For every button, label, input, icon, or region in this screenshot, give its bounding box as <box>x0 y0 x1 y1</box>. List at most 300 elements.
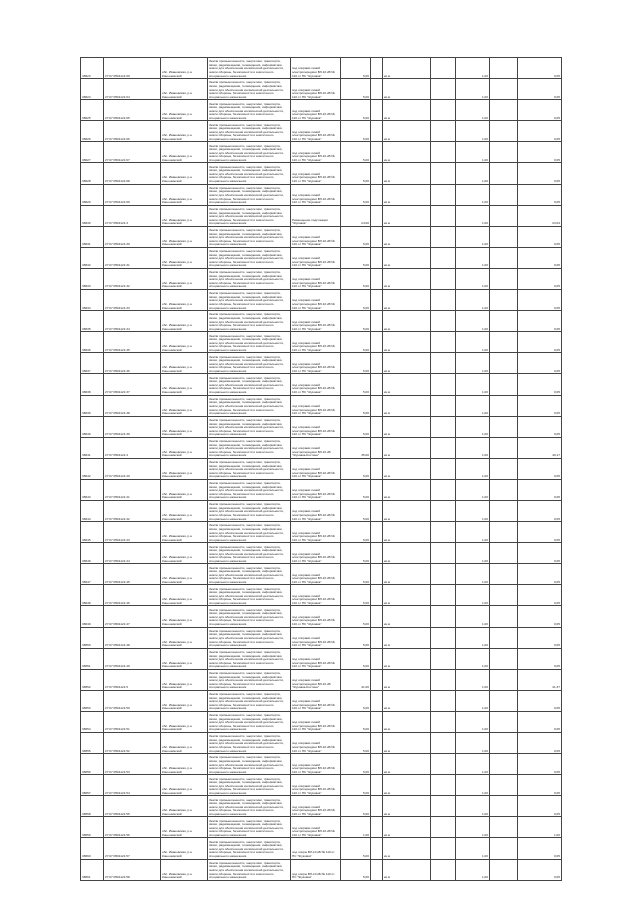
record-id-cell: 38624 <box>81 79 104 100</box>
area-cell: 5,00 <box>341 416 371 437</box>
record-id-cell: 38628 <box>81 163 104 184</box>
unit-cell: кв.м <box>383 500 431 521</box>
empty-cell <box>371 142 383 163</box>
record-id-cell: 38653 <box>81 690 104 711</box>
land-category-cell: Земли промышленности, энергетики, транспорта, связи, радиовещания, телевидения, информатики, земли для обеспечения космической деятельности, земли обороны, безопасности и земли иного специального назначения <box>208 247 291 268</box>
empty-cell <box>431 205 456 226</box>
area-cell: 5,00 <box>341 838 371 859</box>
empty-cell <box>431 627 456 648</box>
empty-cell <box>431 754 456 775</box>
permitted-use-cell: под опорами линий электропередачи ВЛ-10 кВ № 110 от ПС "Жуковка" <box>291 648 341 669</box>
area-cell: 5,00 <box>341 374 371 395</box>
cadastral-number-cell: 27:07:0501121:35 <box>104 332 161 353</box>
area-cell: 5,00 <box>341 163 371 184</box>
cadastral-number-cell: 27:07:0501121:51 <box>104 711 161 732</box>
unit-cell: кв.м <box>383 395 431 416</box>
area-cell: 5,00 <box>341 859 371 880</box>
land-plot-table <box>80 57 562 881</box>
empty-cell <box>431 690 456 711</box>
empty-cell <box>371 522 383 543</box>
record-id-cell: 38645 <box>81 522 104 543</box>
record-id-cell: 38657 <box>81 775 104 796</box>
unit-cell: кв.м <box>383 226 431 247</box>
empty-cell <box>490 543 518 564</box>
area-cell: 5,00 <box>341 226 371 247</box>
table-body <box>81 58 562 881</box>
table-row <box>81 627 562 648</box>
land-category-cell: Земли промышленности, энергетики, транспорта, связи, радиовещания, телевидения, информатики, земли для обеспечения космической деятельности, земли обороны, безопасности и земли иного специального назначения <box>208 226 291 247</box>
empty-cell <box>490 606 518 627</box>
area-cell: 5,00 <box>341 585 371 606</box>
record-id-cell: 38632 <box>81 247 104 268</box>
unit-cell: кв.м <box>383 522 431 543</box>
area-cell: 5,00 <box>341 290 371 311</box>
land-category-cell: Земли промышленности, энергетики, транспорта, связи, радиовещания, телевидения, информатики, земли для обеспечения космической деятельности, земли обороны, безопасности и земли иного специального назначения <box>208 416 291 437</box>
cadastral-number-cell: 27:07:0501121:46 <box>104 585 161 606</box>
permitted-use-cell: под опорами линий электропередачи ВЛ-10 кВ № 110 от ПС "Жуковка" <box>291 121 341 142</box>
cadastral-number-cell: 27:07:0501121:5 <box>104 669 161 690</box>
permitted-use-cell: под опорами линий электропередачи ВЛ-10 кВ № 110 от ПС "Жуковка" <box>291 585 341 606</box>
record-id-cell: 38646 <box>81 543 104 564</box>
unit-cell: кв.м <box>383 290 431 311</box>
land-category-cell: Земли промышленности, энергетики, транспорта, связи, радиовещания, телевидения, информатики, земли для обеспечения космической деятельности, земли обороны, безопасности и земли иного специального назначения <box>208 163 291 184</box>
cadastral-number-cell: 27:07:0501121:69 <box>104 58 161 79</box>
empty-cell <box>371 226 383 247</box>
record-id-cell: 38640 <box>81 416 104 437</box>
address-cell: обл. Ивановская, р-н Кинешемский <box>161 838 208 859</box>
empty-cell <box>431 100 456 121</box>
tax-amount-cell: 0,05 <box>518 290 562 311</box>
empty-cell <box>490 733 518 754</box>
coefficient-cell: 1,00 <box>456 648 490 669</box>
permitted-use-cell: под опорами линий электропередачи ВЛ-10 кВ № 110 от ПС "Жуковка" <box>291 543 341 564</box>
coefficient-cell: 1,00 <box>456 775 490 796</box>
area-cell: 24,00 <box>341 205 371 226</box>
coefficient-cell: 1,00 <box>456 226 490 247</box>
unit-cell: кв.м <box>383 163 431 184</box>
coefficient-cell: 1,00 <box>456 353 490 374</box>
address-cell: обл. Ивановская, р-н Кинешемский <box>161 564 208 585</box>
land-category-cell: Земли промышленности, энергетики, транспорта, связи, радиовещания, телевидения, информатики, земли для обеспечения космической деятельности, земли обороны, безопасности и земли иного специального назначения <box>208 437 291 458</box>
address-cell: обл. Ивановская, р-н Кинешемский <box>161 711 208 732</box>
unit-cell: кв.м <box>383 353 431 374</box>
land-category-cell: Земли промышленности, энергетики, транспорта, связи, радиовещания, телевидения, информатики, земли для обеспечения космической деятельности, земли обороны, безопасности и земли иного специального назначения <box>208 79 291 100</box>
record-id-cell: 38648 <box>81 585 104 606</box>
table-row <box>81 543 562 564</box>
address-cell: обл. Ивановская, р-н Кинешемский <box>161 353 208 374</box>
empty-cell <box>431 796 456 817</box>
coefficient-cell: 1,00 <box>456 817 490 838</box>
record-id-cell: 38652 <box>81 669 104 690</box>
empty-cell <box>490 79 518 100</box>
empty-cell <box>490 100 518 121</box>
empty-cell <box>431 353 456 374</box>
unit-cell: кв.м <box>383 79 431 100</box>
cadastral-number-cell: 27:07:0501121:31 <box>104 247 161 268</box>
empty-cell <box>431 500 456 521</box>
table-row <box>81 690 562 711</box>
address-cell: обл. Ивановская, р-н Кинешемский <box>161 374 208 395</box>
table-row <box>81 564 562 585</box>
area-cell: 35,00 <box>341 437 371 458</box>
record-id-cell: 38647 <box>81 564 104 585</box>
tax-amount-cell: 0,05 <box>518 416 562 437</box>
coefficient-cell: 1,00 <box>456 754 490 775</box>
permitted-use-cell: под опорами линий электропередачи ВЛ-10 кВ № 110 от ПС "Жуковка" <box>291 58 341 79</box>
coefficient-cell: 1,00 <box>456 627 490 648</box>
empty-cell <box>490 711 518 732</box>
cadastral-number-cell: 27:07:0501121:57 <box>104 838 161 859</box>
cadastral-number-cell: 27:07:0501121:50 <box>104 690 161 711</box>
permitted-use-cell: под опорами линий электропередачи ВЛ-10 кВ № 110 от ПС "Жуковка" <box>291 522 341 543</box>
empty-cell <box>490 859 518 880</box>
empty-cell <box>490 205 518 226</box>
tax-amount-cell: 0,05 <box>518 374 562 395</box>
empty-cell <box>431 606 456 627</box>
empty-cell <box>371 395 383 416</box>
empty-cell <box>371 374 383 395</box>
coefficient-cell: 1,00 <box>456 184 490 205</box>
coefficient-cell: 1,00 <box>456 690 490 711</box>
area-cell: 5,00 <box>341 58 371 79</box>
tax-amount-cell: 0,05 <box>518 711 562 732</box>
address-cell: обл. Ивановская, р-н Кинешемский <box>161 163 208 184</box>
cadastral-number-cell: 27:07:0501121:47 <box>104 606 161 627</box>
coefficient-cell: 1,00 <box>456 395 490 416</box>
tax-amount-cell: 0,05 <box>518 268 562 289</box>
permitted-use-cell: под опорами линий электропередачи ВЛ-10 кВ № 110 от ПС "Жуковка" <box>291 500 341 521</box>
empty-cell <box>490 817 518 838</box>
address-cell: обл. Ивановская, р-н Кинешемский <box>161 669 208 690</box>
area-cell: 5,00 <box>341 796 371 817</box>
land-category-cell: Земли промышленности, энергетики, транспорта, связи, радиовещания, телевидения, информатики, земли для обеспечения космической деятельности, земли обороны, безопасности и земли иного специального назначения <box>208 458 291 479</box>
permitted-use-cell: под опорами линий электропередачи ВЛ-10 кВ № 110 от ПС "Жуковка" <box>291 247 341 268</box>
cadastral-number-cell: 27:07:0501121:54 <box>104 775 161 796</box>
address-cell: обл. Ивановская, р-н Кинешемский <box>161 627 208 648</box>
empty-cell <box>371 437 383 458</box>
empty-cell <box>371 100 383 121</box>
area-cell: 5,00 <box>341 775 371 796</box>
coefficient-cell: 1,00 <box>456 374 490 395</box>
land-category-cell: Земли промышленности, энергетики, транспорта, связи, радиовещания, телевидения, информатики, земли для обеспечения космической деятельности, земли обороны, безопасности и земли иного специального назначения <box>208 796 291 817</box>
unit-cell: кв.м <box>383 627 431 648</box>
empty-cell <box>490 121 518 142</box>
land-category-cell: Земли промышленности, энергетики, транспорта, связи, радиовещания, телевидения, информатики, земли для обеспечения космической деятельности, земли обороны, безопасности и земли иного специального назначения <box>208 332 291 353</box>
record-id-cell: 38661 <box>81 859 104 880</box>
permitted-use-cell: под опорами линий электропередачи ВЛ-10 кВ № 110 от ПС "Жуковка" <box>291 564 341 585</box>
table-row <box>81 669 562 690</box>
table-row <box>81 79 562 100</box>
address-cell: обл. Ивановская, р-н Кинешемский <box>161 543 208 564</box>
unit-cell: кв.м <box>383 479 431 500</box>
tax-amount-cell: 0,05 <box>518 121 562 142</box>
cadastral-number-cell: 27:07:0501121:39 <box>104 416 161 437</box>
area-cell: 5,00 <box>341 711 371 732</box>
coefficient-cell: 1,00 <box>456 332 490 353</box>
address-cell: обл. Ивановская, р-н Кинешемский <box>161 522 208 543</box>
empty-cell <box>490 775 518 796</box>
table-row <box>81 859 562 880</box>
address-cell: обл. Ивановская, р-н Кинешемский <box>161 395 208 416</box>
area-cell: 5,00 <box>341 79 371 100</box>
record-id-cell: 38660 <box>81 838 104 859</box>
tax-amount-cell: 0,05 <box>518 606 562 627</box>
empty-cell <box>431 121 456 142</box>
empty-cell <box>371 163 383 184</box>
empty-cell <box>490 226 518 247</box>
empty-cell <box>371 311 383 332</box>
area-cell: 5,00 <box>341 142 371 163</box>
unit-cell: кв.м <box>383 543 431 564</box>
cadastral-number-cell: 27:07:0501121:38 <box>104 395 161 416</box>
empty-cell <box>490 290 518 311</box>
permitted-use-cell: под опорами линий электропередачи ВЛ-10 кВ № 110 от ПС "Жуковка" <box>291 817 341 838</box>
empty-cell <box>431 564 456 585</box>
record-id-cell: 38641 <box>81 437 104 458</box>
unit-cell: кв.м <box>383 754 431 775</box>
empty-cell <box>431 311 456 332</box>
address-cell: обл. Ивановская, р-н Кинешемский <box>161 311 208 332</box>
unit-cell: кв.м <box>383 733 431 754</box>
permitted-use-cell: под опорами линий электропередачи ВЛ-10 кВ "Жуковка-Костино" <box>291 437 341 458</box>
table-row <box>81 754 562 775</box>
cadastral-number-cell: 27:07:0501121:4 <box>104 437 161 458</box>
empty-cell <box>490 142 518 163</box>
unit-cell: кв.м <box>383 332 431 353</box>
cadastral-number-cell: 27:07:0501121:58 <box>104 859 161 880</box>
permitted-use-cell: под опорами линий электропередачи ВЛ-10 кВ № 110 от ПС "Жуковка" <box>291 796 341 817</box>
empty-cell <box>431 543 456 564</box>
empty-cell <box>431 458 456 479</box>
unit-cell: кв.м <box>383 585 431 606</box>
table-row <box>81 205 562 226</box>
tax-amount-cell: 23,04 <box>518 205 562 226</box>
record-id-cell: 38631 <box>81 226 104 247</box>
coefficient-cell: 1,00 <box>456 543 490 564</box>
table-row <box>81 796 562 817</box>
tax-amount-cell: 0,05 <box>518 58 562 79</box>
record-id-cell: 38636 <box>81 332 104 353</box>
empty-cell <box>490 374 518 395</box>
empty-cell <box>371 479 383 500</box>
permitted-use-cell: под опорами линий электропередачи ВЛ-10 кВ № 110 от ПС "Жуковка" <box>291 353 341 374</box>
cadastral-number-cell: 27:07:0501121:36 <box>104 353 161 374</box>
land-category-cell: Земли промышленности, энергетики, транспорта, связи, радиовещания, телевидения, информатики, земли для обеспечения космической деятельности, земли обороны, безопасности и земли иного специального назначения <box>208 100 291 121</box>
empty-cell <box>490 58 518 79</box>
permitted-use-cell: под опорами линий электропередачи ВЛ-10 кВ № 110 от ПС "Жуковка" <box>291 142 341 163</box>
record-id-cell: 38654 <box>81 711 104 732</box>
unit-cell: кв.м <box>383 184 431 205</box>
coefficient-cell: 1,00 <box>456 669 490 690</box>
tax-amount-cell: 0,05 <box>518 163 562 184</box>
coefficient-cell: 1,00 <box>456 796 490 817</box>
tax-amount-cell: 1,00 <box>518 817 562 838</box>
tax-amount-cell: 41,37 <box>518 669 562 690</box>
cadastral-number-cell: 27:07:0501121:32 <box>104 268 161 289</box>
record-id-cell: 38637 <box>81 353 104 374</box>
table-row <box>81 121 562 142</box>
cadastral-number-cell: 27:07:0501121:40 <box>104 458 161 479</box>
cadastral-number-cell: 27:07:0501121:45 <box>104 564 161 585</box>
coefficient-cell: 1,00 <box>456 58 490 79</box>
land-category-cell: Земли промышленности, энергетики, транспорта, связи, радиовещания, телевидения, информатики, земли для обеспечения космической деятельности, земли обороны, безопасности и земли иного специального назначения <box>208 311 291 332</box>
address-cell: обл. Ивановская, р-н Кинешемский <box>161 585 208 606</box>
unit-cell: кв.м <box>383 458 431 479</box>
permitted-use-cell: под опорами линий электропередачи ВЛ-10 кВ № 110 от ПС "Жуковка" <box>291 374 341 395</box>
coefficient-cell: 1,00 <box>456 711 490 732</box>
coefficient-cell: 1,00 <box>456 121 490 142</box>
land-category-cell: Земли промышленности, энергетики, транспорта, связи, радиовещания, телевидения, информатики, земли для обеспечения космической деятельности, земли обороны, безопасности и земли иного специального назначения <box>208 543 291 564</box>
table-row <box>81 311 562 332</box>
record-id-cell: 38642 <box>81 458 104 479</box>
coefficient-cell: 1,00 <box>456 290 490 311</box>
empty-cell <box>371 585 383 606</box>
record-id-cell: 38649 <box>81 606 104 627</box>
unit-cell: кв.м <box>383 247 431 268</box>
empty-cell <box>431 268 456 289</box>
address-cell: обл. Ивановская, р-н Кинешемский <box>161 775 208 796</box>
tax-amount-cell: 0,05 <box>518 247 562 268</box>
table-row <box>81 775 562 796</box>
tax-amount-cell: 0,05 <box>518 775 562 796</box>
empty-cell <box>371 247 383 268</box>
empty-cell <box>371 859 383 880</box>
empty-cell <box>431 142 456 163</box>
empty-cell <box>490 669 518 690</box>
cadastral-number-cell: 27:07:0501121:68 <box>104 163 161 184</box>
table-row <box>81 458 562 479</box>
table-row <box>81 817 562 838</box>
area-cell: 5,00 <box>341 690 371 711</box>
tax-amount-cell: 0,05 <box>518 838 562 859</box>
empty-cell <box>371 332 383 353</box>
cadastral-number-cell: 27:07:0501121:65 <box>104 100 161 121</box>
table-row <box>81 395 562 416</box>
area-cell: 5,00 <box>341 479 371 500</box>
unit-cell: кв.м <box>383 648 431 669</box>
permitted-use-cell: под опоры ВЛ-10 кВ № 110 от ПС "Жуковка" <box>291 859 341 880</box>
land-category-cell: Земли промышленности, энергетики, транспорта, связи, радиовещания, телевидения, информатики, земли для обеспечения космической деятельности, земли обороны, безопасности и земли иного специального назначения <box>208 754 291 775</box>
unit-cell: кв.м <box>383 775 431 796</box>
address-cell: обл. Ивановская, р-н Кинешемский <box>161 58 208 79</box>
record-id-cell: 38626 <box>81 121 104 142</box>
area-cell: 5,00 <box>341 522 371 543</box>
empty-cell <box>371 500 383 521</box>
coefficient-cell: 1,00 <box>456 838 490 859</box>
coefficient-cell: 1,00 <box>456 585 490 606</box>
permitted-use-cell: под опорами линий электропередачи ВЛ-10 кВ № 110 от ПС "Жуковка" <box>291 733 341 754</box>
empty-cell <box>490 247 518 268</box>
table-row <box>81 247 562 268</box>
coefficient-cell: 1,00 <box>456 564 490 585</box>
empty-cell <box>490 458 518 479</box>
tax-amount-cell: 0,05 <box>518 500 562 521</box>
unit-cell: кв.м <box>383 142 431 163</box>
area-cell: 5,00 <box>341 332 371 353</box>
empty-cell <box>431 332 456 353</box>
cadastral-number-cell: 27:07:0501121:69 <box>104 184 161 205</box>
coefficient-cell: 1,00 <box>456 437 490 458</box>
address-cell: обл. Ивановская, р-н Кинешемский <box>161 100 208 121</box>
area-cell: 5,00 <box>341 353 371 374</box>
table-row <box>81 268 562 289</box>
empty-cell <box>371 121 383 142</box>
table-row <box>81 585 562 606</box>
coefficient-cell: 1,00 <box>456 733 490 754</box>
table-row <box>81 648 562 669</box>
land-category-cell: Земли промышленности, энергетики, транспорта, связи, радиовещания, телевидения, информатики, земли для обеспечения космической деятельности, земли обороны, безопасности и земли иного специального назначения <box>208 838 291 859</box>
address-cell: обл. Ивановская, р-н Кинешемский <box>161 268 208 289</box>
land-category-cell: Земли промышленности, энергетики, транспорта, связи, радиовещания, телевидения, информатики, земли для обеспечения космической деятельности, земли обороны, безопасности и земли иного специального назначения <box>208 775 291 796</box>
empty-cell <box>490 437 518 458</box>
cadastral-number-cell: 27:07:0501121:3 <box>104 205 161 226</box>
coefficient-cell: 1,00 <box>456 163 490 184</box>
coefficient-cell: 1,00 <box>456 142 490 163</box>
coefficient-cell: 1,00 <box>456 479 490 500</box>
area-cell: 41,00 <box>341 669 371 690</box>
permitted-use-cell: под опорами линий электропередачи ВЛ-10 кВ № 110 от ПС "Жуковка" <box>291 311 341 332</box>
empty-cell <box>371 817 383 838</box>
unit-cell: кв.м <box>383 859 431 880</box>
cadastral-number-cell: 27:07:0501121:64 <box>104 79 161 100</box>
unit-cell: кв.м <box>383 205 431 226</box>
tax-amount-cell: 0,05 <box>518 754 562 775</box>
record-id-cell: 38625 <box>81 100 104 121</box>
empty-cell <box>490 500 518 521</box>
tax-amount-cell: 0,05 <box>518 564 562 585</box>
table-row <box>81 332 562 353</box>
coefficient-cell: 1,00 <box>456 522 490 543</box>
tax-amount-cell: 0,05 <box>518 353 562 374</box>
empty-cell <box>431 226 456 247</box>
area-cell: 5,00 <box>341 311 371 332</box>
tax-amount-cell: 0,05 <box>518 458 562 479</box>
unit-cell: кв.м <box>383 100 431 121</box>
cadastral-number-cell: 27:07:0501121:42 <box>104 500 161 521</box>
unit-cell: кв.м <box>383 838 431 859</box>
permitted-use-cell: под опорами линий электропередачи ВЛ-10 кВ № 110 от ПС "Жуковка" <box>291 479 341 500</box>
empty-cell <box>431 817 456 838</box>
empty-cell <box>371 796 383 817</box>
address-cell: обл. Ивановская, р-н Кинешемский <box>161 648 208 669</box>
land-category-cell: Земли промышленности, энергетики, транспорта, связи, радиовещания, телевидения, информатики, земли для обеспечения космической деятельности, земли обороны, безопасности и земли иного специального назначения <box>208 585 291 606</box>
empty-cell <box>490 648 518 669</box>
permitted-use-cell: под опорами линий электропередачи ВЛ-10 кВ № 110 от ПС "Жуковка" <box>291 226 341 247</box>
empty-cell <box>490 184 518 205</box>
cadastral-number-cell: 27:07:0501121:30 <box>104 226 161 247</box>
empty-cell <box>490 585 518 606</box>
coefficient-cell: 1,00 <box>456 606 490 627</box>
cadastral-number-cell: 27:07:0501121:41 <box>104 479 161 500</box>
permitted-use-cell: под опорами линий электропередачи ВЛ-10 кВ № 110 от ПС "Жуковка" <box>291 690 341 711</box>
table-row <box>81 184 562 205</box>
empty-cell <box>431 395 456 416</box>
tax-amount-cell: 0,05 <box>518 311 562 332</box>
empty-cell <box>490 796 518 817</box>
record-id-cell: 38633 <box>81 268 104 289</box>
land-category-cell: Земли промышленности, энергетики, транспорта, связи, радиовещания, телевидения, информатики, земли для обеспечения космической деятельности, земли обороны, безопасности и земли иного специального назначения <box>208 395 291 416</box>
unit-cell: кв.м <box>383 711 431 732</box>
empty-cell <box>490 268 518 289</box>
unit-cell: кв.м <box>383 121 431 142</box>
empty-cell <box>371 711 383 732</box>
empty-cell <box>490 627 518 648</box>
cadastral-number-cell: 27:07:0501121:37 <box>104 374 161 395</box>
empty-cell <box>431 479 456 500</box>
empty-cell <box>431 733 456 754</box>
cadastral-number-cell: 27:07:0501121:48 <box>104 627 161 648</box>
table-row <box>81 290 562 311</box>
